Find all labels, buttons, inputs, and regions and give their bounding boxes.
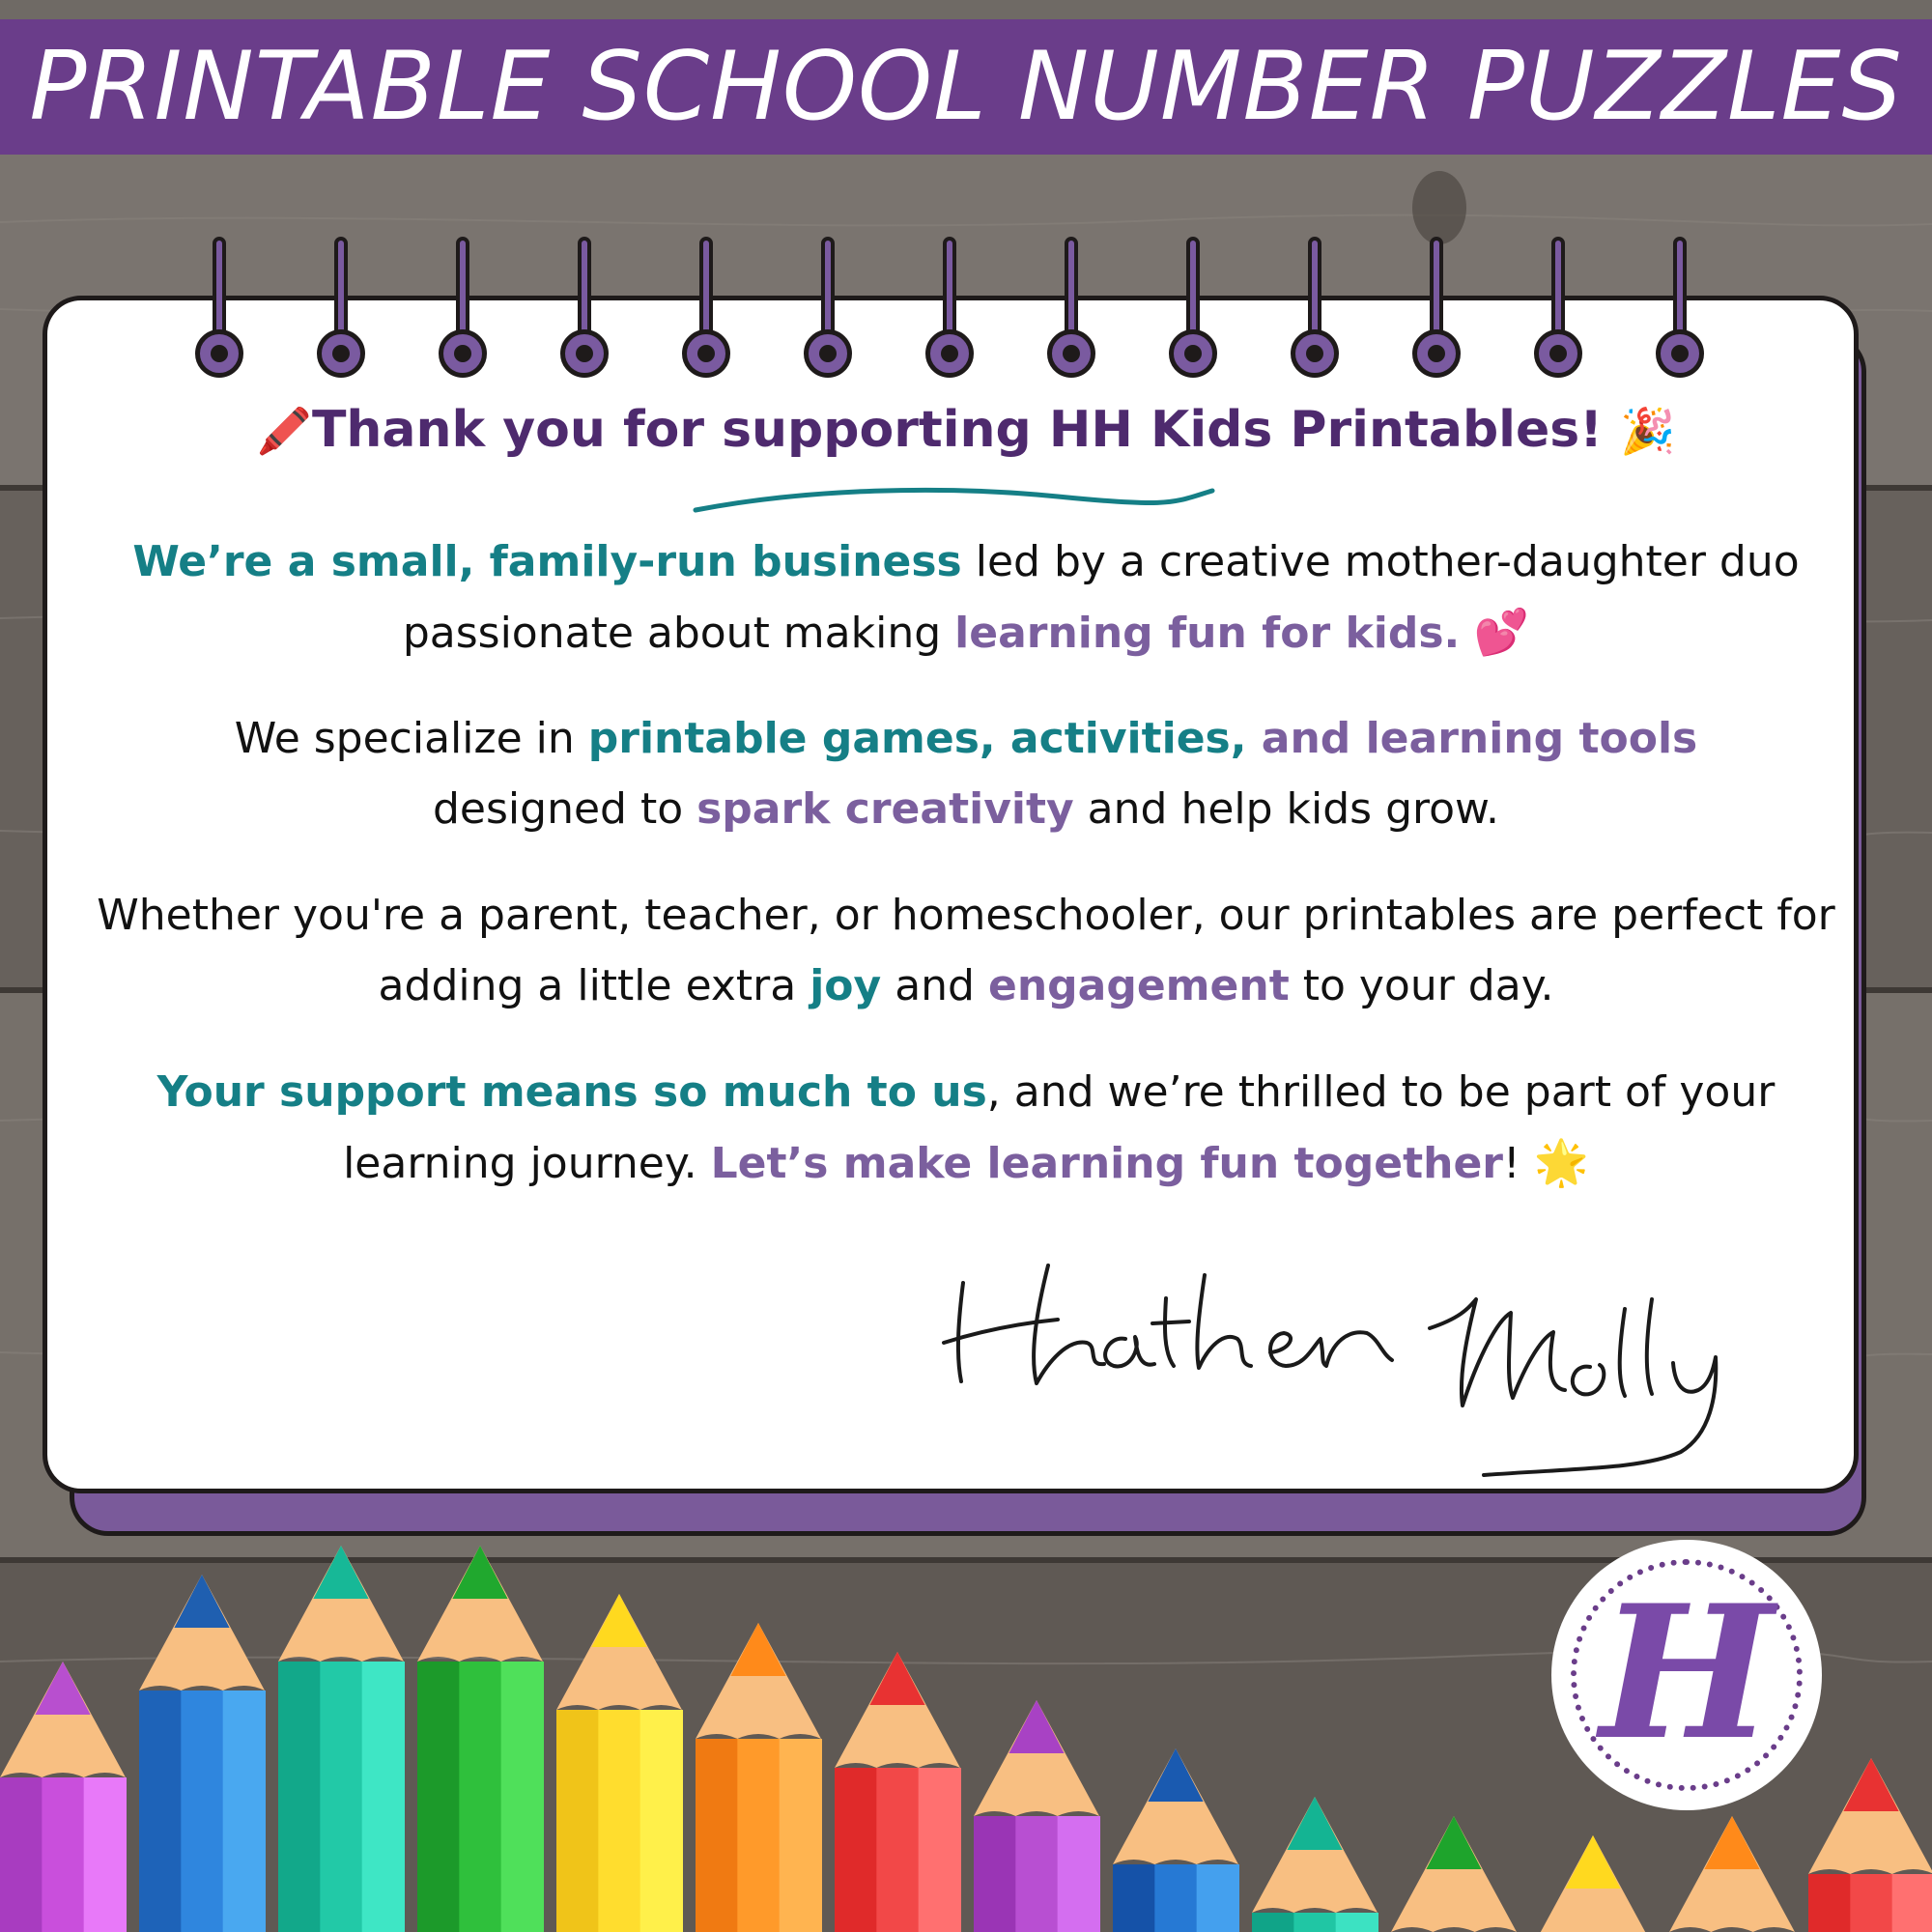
- specialty-paragraph: [68, 703, 1864, 844]
- crayon-icon: 🖍️: [256, 405, 312, 457]
- pencil-lead-tip: [1148, 1748, 1203, 1802]
- pencil-lead-tip: [35, 1662, 90, 1715]
- pencil-body-stripe: [1015, 1816, 1058, 1932]
- pencil-body-stripe: [1113, 1864, 1155, 1932]
- specialty-text-1: We specialize in: [234, 714, 588, 763]
- pencil-body-stripe: [223, 1690, 266, 1932]
- pencil-body-stripe: [84, 1777, 127, 1932]
- pencil-body-stripe: [1154, 1864, 1197, 1932]
- pencil-body-stripe: [598, 1710, 640, 1932]
- banner-title: PRINTABLE SCHOOL NUMBER PUZZLES: [29, 32, 1903, 142]
- support-text-1: , and we’re thrilled to be part of your learning journey.: [343, 1067, 1776, 1188]
- support-paragraph: [68, 1057, 1864, 1199]
- pencil-body-stripe: [362, 1662, 405, 1932]
- highlight-printable-games: printable games, activities,: [587, 714, 1247, 763]
- audience-text-3: to your day.: [1289, 961, 1554, 1010]
- highlight-learning-tools: and learning tools: [1246, 714, 1698, 763]
- pencil-lead-tip: [1426, 1816, 1481, 1869]
- hh-kids-logo: [1557, 1546, 1816, 1804]
- pencil-body-stripe: [181, 1690, 223, 1932]
- thank-you-heading: [68, 401, 1864, 459]
- pencil-body-stripe: [974, 1816, 1016, 1932]
- pencil-lead-tip: [1009, 1700, 1064, 1753]
- pencil-lead-tip: [174, 1575, 229, 1628]
- intro-text: led by a creative mother-daughter duo passionate about making: [402, 537, 1800, 658]
- pencil-body-stripe: [1850, 1874, 1892, 1932]
- pencil-lead-tip: [1704, 1816, 1759, 1869]
- pencil-body-stripe: [919, 1768, 961, 1932]
- pencil-lead-tip: [869, 1652, 924, 1705]
- logo-letter: H: [1600, 1565, 1774, 1780]
- pencil-body-stripe: [459, 1662, 501, 1932]
- pencil-body-stripe: [876, 1768, 919, 1932]
- specialty-text-2: designed to: [433, 784, 697, 834]
- pencil-body-stripe: [1197, 1864, 1239, 1932]
- pencil-body-stripe: [640, 1710, 683, 1932]
- highlight-family-business: We’re a small, family-run business: [132, 537, 962, 586]
- pencil-body-stripe: [1808, 1874, 1851, 1932]
- pencil-body-stripe: [1252, 1913, 1294, 1932]
- pencil-lead-tip: [1843, 1758, 1898, 1811]
- heading-text: Thank you for supporting HH Kids Printables!: [311, 401, 1603, 459]
- pencil-body-stripe: [501, 1662, 544, 1932]
- pencil-body-stripe: [556, 1710, 599, 1932]
- pencil-body-stripe: [1892, 1874, 1932, 1932]
- intro-paragraph: [68, 526, 1864, 668]
- signature-molly: [1420, 1270, 1748, 1478]
- pencil-lead-tip: [591, 1594, 646, 1647]
- specialty-text-3: and help kids grow.: [1073, 784, 1499, 834]
- heading-underline: [691, 483, 1217, 522]
- pencil-body-stripe: [696, 1739, 738, 1932]
- pencil-body-stripe: [737, 1739, 780, 1932]
- pencil-body-stripe: [139, 1690, 182, 1932]
- highlight-spark-creativity: spark creativity: [696, 784, 1074, 834]
- pencil-lead-tip: [730, 1623, 785, 1676]
- audience-text-2: and: [881, 961, 988, 1010]
- highlight-together: Let’s make learning fun together: [710, 1139, 1503, 1188]
- pencil-lead-tip: [452, 1546, 507, 1599]
- highlight-learning-fun: learning fun for kids.: [954, 609, 1461, 658]
- pencil-body-stripe: [417, 1662, 460, 1932]
- audience-paragraph: [68, 880, 1864, 1021]
- pencil-body-stripe: [0, 1777, 43, 1932]
- highlight-joy: joy: [810, 961, 882, 1010]
- glowing-star-icon: 🌟: [1533, 1136, 1589, 1188]
- pencil-lead-tip: [313, 1546, 368, 1599]
- pencil-lead-tip: [1565, 1835, 1620, 1889]
- pencil-lead-tip: [1287, 1797, 1342, 1850]
- two-hearts-icon: 💕: [1460, 606, 1530, 658]
- pencil-body-stripe: [1293, 1913, 1336, 1932]
- pencil-body-stripe: [1058, 1816, 1100, 1932]
- party-popper-icon: 🎉: [1620, 405, 1676, 457]
- pencil-body-stripe: [278, 1662, 321, 1932]
- pencil-body-stripe: [835, 1768, 877, 1932]
- pencil-body-stripe: [780, 1739, 822, 1932]
- highlight-engagement: engagement: [987, 961, 1290, 1010]
- title-banner: [0, 19, 1932, 155]
- pencil-body-stripe: [42, 1777, 84, 1932]
- pencil-body-stripe: [1336, 1913, 1378, 1932]
- support-text-2: !: [1503, 1139, 1534, 1188]
- highlight-support: Your support means so much to us: [156, 1067, 987, 1117]
- audience-text-1: Whether you're a parent, teacher, or homeschooler, our printables are perfect for adding a little extra: [97, 891, 1835, 1010]
- pencil-body-stripe: [320, 1662, 362, 1932]
- signature-heather: [942, 1246, 1396, 1401]
